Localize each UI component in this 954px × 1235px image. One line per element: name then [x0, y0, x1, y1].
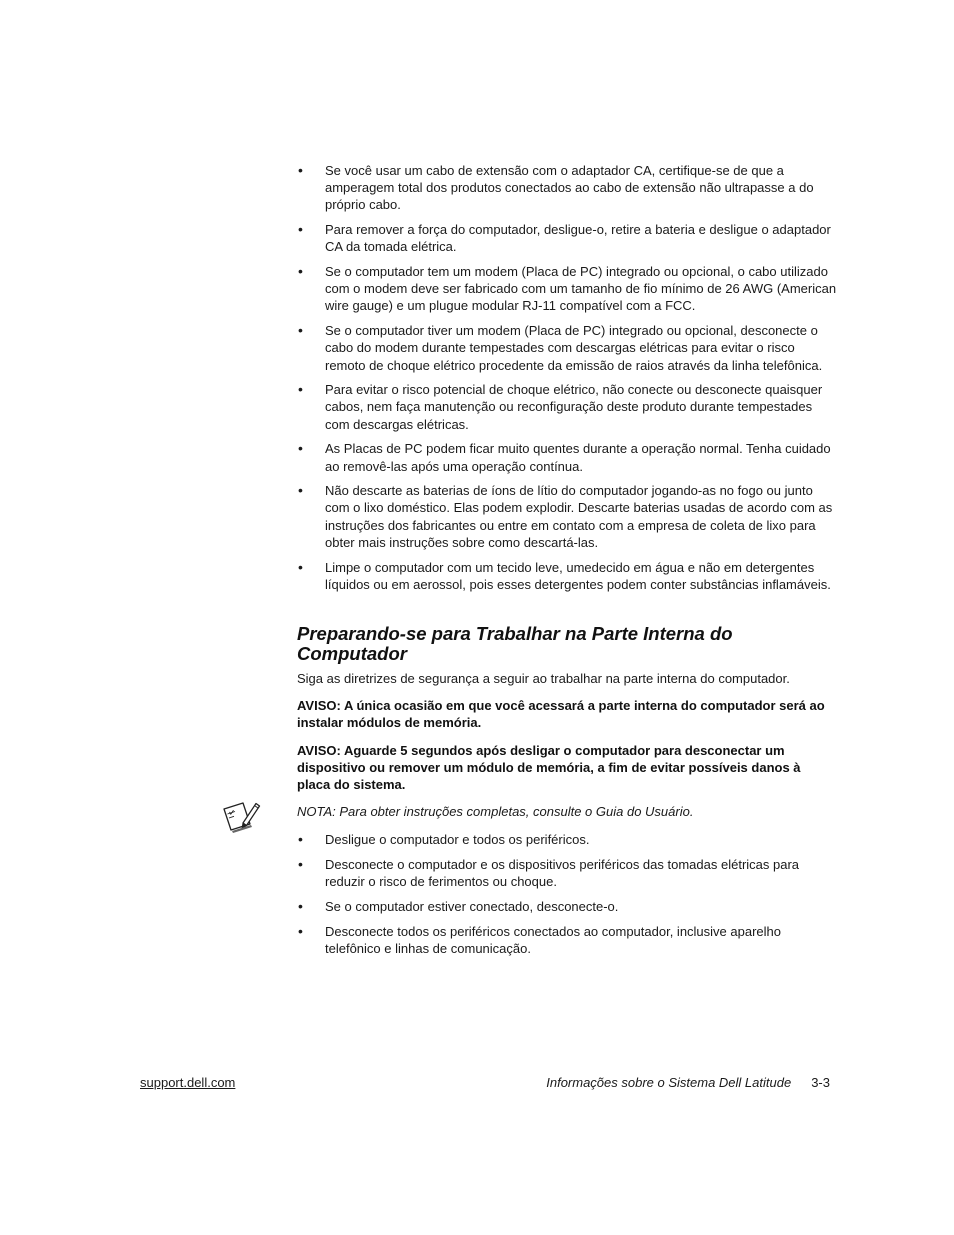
list-item — [297, 221, 837, 255]
bullet-icon: • — [298, 221, 303, 238]
bullet-icon: • — [298, 898, 303, 915]
warning-notice-memory: AVISO: A única ocasião em que você acessará a parte interna do computador será ao instalar módulos de memória. — [297, 697, 825, 731]
page-content — [297, 162, 837, 965]
preparation-bullet-list — [297, 831, 837, 957]
footer-title — [546, 1074, 830, 1091]
list-item-text: Se o computador tem um modem (Placa de PC) integrado ou opcional, o cabo utilizado com o modem deve ser fabricado com um tamanho de fio mínimo de 26 AWG (American wire gauge) e um plugue modular RJ-11 compatível com a FCC. — [325, 264, 837, 314]
list-item-text: Se o computador tiver um modem (Placa de PC) integrado ou opcional, desconecte o cabo do modem durante tempestades com descargas elétricas para evitar o risco remoto de choque elétrico procedente da emissão de raios através da linha telefônica. — [325, 323, 823, 373]
list-item-text: Se você usar um cabo de extensão com o adaptador CA, certifique-se de que a amperagem total dos produtos conectados ao cabo de extensão não ultrapasse a do próprio cabo. — [325, 163, 814, 213]
note-text: NOTA: Para obter instruções completas, consulte o Guia do Usuário. — [297, 804, 694, 820]
bullet-icon: • — [298, 440, 303, 457]
list-item-text: Desconecte o computador e os dispositivos periféricos das tomadas elétricas para reduzir o risco de ferimentos ou choque. — [325, 857, 800, 890]
list-item — [297, 898, 837, 915]
list-item — [297, 440, 837, 474]
safety-bullet-list — [297, 162, 837, 593]
list-item-text: Se o computador estiver conectado, desconecte-o. — [325, 899, 619, 915]
bullet-icon: • — [298, 482, 303, 499]
bullet-icon: • — [298, 162, 303, 178]
list-item — [297, 923, 837, 957]
bullet-icon: • — [298, 381, 303, 398]
list-item — [297, 162, 837, 214]
list-item-text: Desligue o computador e todos os periféricos. — [325, 832, 590, 848]
bullet-icon: • — [298, 922, 303, 939]
page-number: 3-3 — [811, 1075, 830, 1090]
bullet-icon: • — [298, 558, 303, 575]
bullet-icon: • — [298, 856, 303, 873]
bullet-icon: • — [298, 263, 303, 280]
list-item — [297, 482, 837, 551]
warning-notice-wait: AVISO: Aguarde 5 segundos após desligar o computador para desconectar um dispositivo ou remover um módulo de memória, a fim de evitar possíveis danos à placa do sistema. — [297, 742, 801, 793]
footer-title-text: Informações sobre o Sistema Dell Latitude — [546, 1075, 792, 1090]
list-item — [297, 856, 837, 890]
bullet-icon: • — [298, 831, 303, 848]
list-item — [297, 831, 837, 848]
list-item-text: Para evitar o risco potencial de choque elétrico, não conecte ou desconecte quaisquer cabos, nem faça manutenção ou reconfiguração deste produto durante tempestades com descargas elétricas. — [325, 382, 823, 432]
list-item-text: Desconecte todos os periféricos conectados ao computador, inclusive aparelho telefônico e linhas de comunicação. — [325, 923, 781, 956]
section-intro: Siga as diretrizes de segurança a seguir ao trabalhar na parte interna do computador. — [297, 670, 790, 686]
list-item-text: Limpe o computador com um tecido leve, umedecido em água e não em detergentes líquidos ou em aerossol, pois esses detergentes podem conter substâncias inflamáveis. — [325, 559, 831, 592]
note-block — [297, 803, 837, 820]
list-item — [297, 263, 837, 315]
section-title: Preparando-se para Trabalhar na Parte Interna do Computador — [297, 622, 733, 665]
list-item-text: Para remover a força do computador, desligue-o, retire a bateria e desligue o adaptador CA da tomada elétrica. — [325, 222, 831, 255]
bullet-icon: • — [298, 322, 303, 339]
list-item-text: As Placas de PC podem ficar muito quentes durante a operação normal. Tenha cuidado ao removê-las após uma operação contínua. — [325, 441, 831, 474]
list-item-text: Não descarte as baterias de íons de lítio do computador jogando-as no fogo ou junto com o lixo doméstico. Elas podem explodir. Descarte baterias usadas de acordo com as instruções dos fabricantes ou entre em contato com a empresa de coleta de lixo para obter mais instruções sobre como descartá-las. — [325, 483, 833, 550]
list-item — [297, 559, 837, 593]
list-item — [297, 381, 837, 433]
list-item — [297, 322, 837, 374]
support-link[interactable]: support.dell.com — [140, 1075, 236, 1090]
note-pencil-icon — [221, 800, 261, 836]
